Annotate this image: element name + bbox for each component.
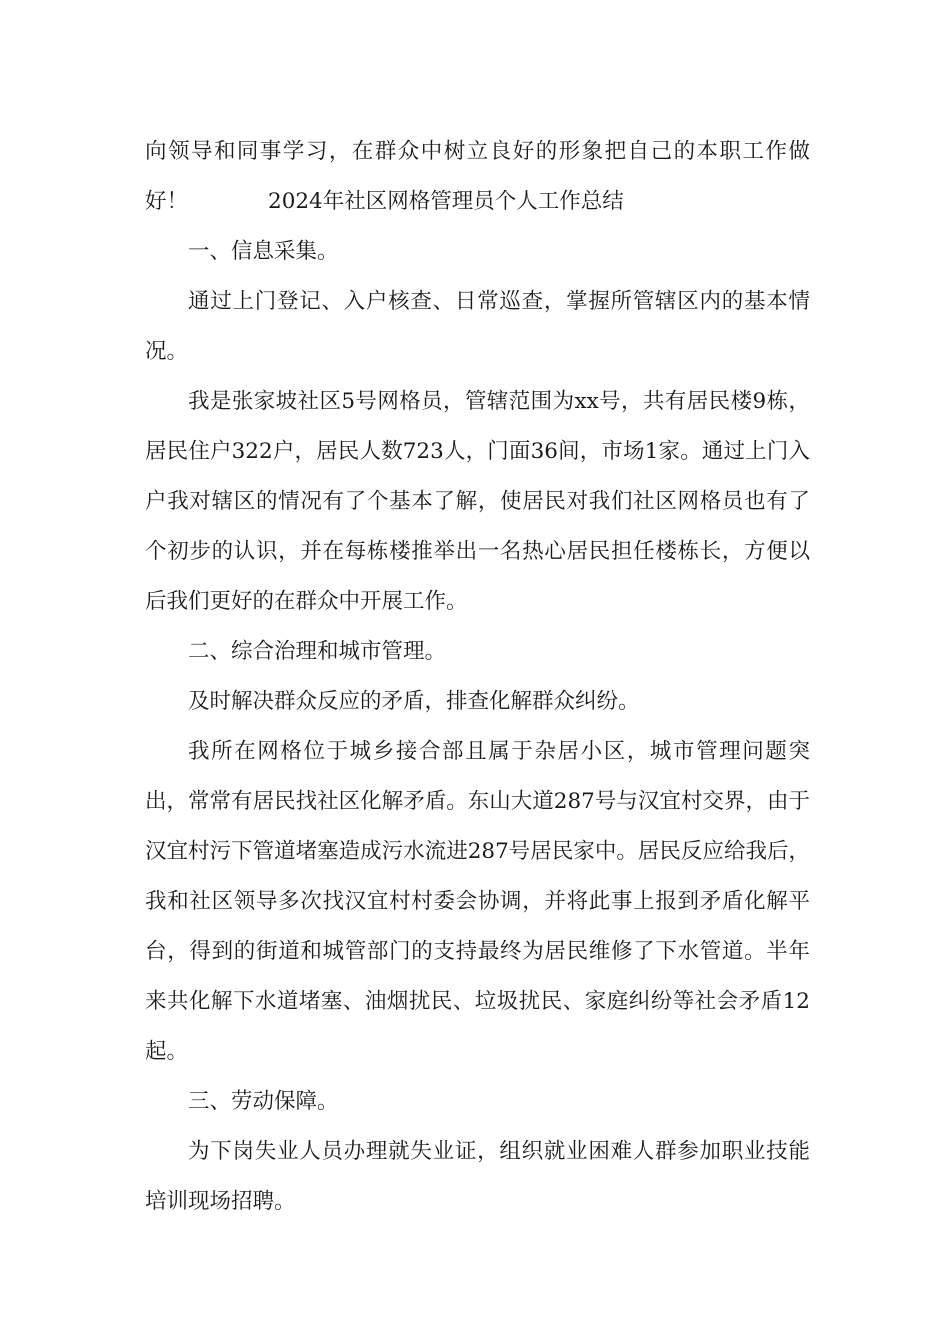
paragraph-4: 我所在网格位于城乡接合部且属于杂居小区，城市管理问题突出，常常有居民找社区化解矛盾。东山大道287号与汉宜村交界，由于汉宜村污下管道堵塞造成污水流进287号居民家中。居民反应给我后，我和社区领导多次找汉宜村村委会协调，并将此事上报到矛盾化解平台，得到的街道和城管部门的支持最终为居民维修了下水管道。半年来共化解下水道堵塞、油烟扰民、垃圾扰民、家庭纠纷等社会矛盾12起。 — [145, 739, 810, 1064]
paragraph-2: 我是张家坡社区5号网格员，管辖范围为xx号，共有居民楼9栋，居民住户322户，居民人数723人，门面36间，市场1家。通过上门入户我对辖区的情况有了个基本了解，使居民对我们社区网格员也有了个初步的认识，并在每栋楼推举出一名热心居民担任楼栋长，方便以后我们更好的在群众中开展工作。 — [145, 389, 810, 614]
intro-paragraph — [145, 127, 810, 227]
section-heading-3: 三、劳动保障。 — [188, 1089, 339, 1114]
document-title: 2024年社区网格管理员个人工作总结 — [268, 189, 624, 214]
section-heading-2: 二、综合治理和城市管理。 — [188, 639, 447, 664]
section-heading-1: 一、信息采集。 — [188, 239, 339, 264]
paragraph-3: 及时解决群众反应的矛盾，排查化解群众纠纷。 — [188, 689, 640, 714]
intro-line: 向领导和同事学习，在群众中树立良好的形象把自己的本职工作做好！ — [145, 139, 810, 214]
paragraph-1: 通过上门登记、入户核查、日常巡查，掌握所管辖区内的基本情况。 — [145, 289, 810, 364]
document-body — [145, 127, 810, 1227]
paragraph-5: 为下岗失业人员办理就失业证，组织就业困难人群参加职业技能培训现场招聘。 — [145, 1139, 810, 1214]
